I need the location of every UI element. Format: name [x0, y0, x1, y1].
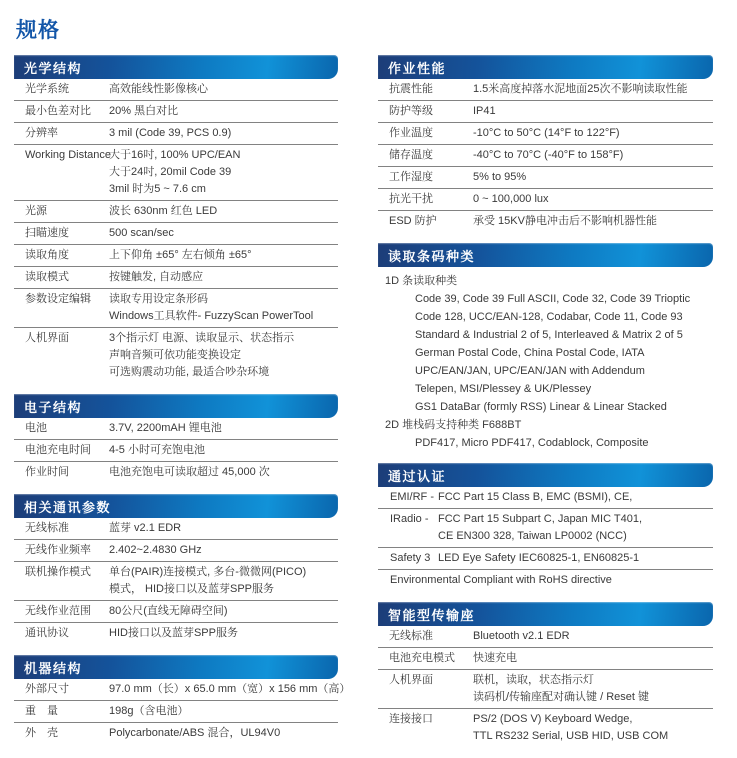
row-value: [109, 147, 240, 198]
row-label: 外部尺寸: [25, 683, 69, 695]
value-line: 4-5 小时可充饱电池: [109, 444, 205, 456]
row-value: [473, 103, 496, 120]
list-item: Telepen, MSI/Plessey & UK/Plessey: [415, 383, 592, 395]
section-body: [14, 79, 338, 383]
row-value: [473, 650, 517, 667]
table-row: [14, 123, 338, 145]
spec-section: [378, 243, 713, 452]
value-line: 3个指示灯 电源、读取显示、状态指示: [109, 332, 295, 344]
value-line: CE EN300 328, Taiwan LP0002 (NCC): [438, 530, 627, 542]
section-header-bar: [378, 602, 713, 626]
row-label: 人机界面: [389, 674, 433, 686]
row-value: [109, 125, 231, 142]
row-label: 储存温度: [389, 149, 433, 161]
table-row: [378, 145, 713, 167]
row-value: [109, 103, 178, 120]
value-line: 可选购震动功能, 最适合吵杂环境: [109, 366, 270, 378]
table-row: [14, 623, 338, 644]
spec-section: [378, 463, 713, 591]
row-label: EMI/RF -: [390, 491, 434, 503]
row-value: [109, 625, 238, 642]
value-line: IP41: [473, 105, 496, 117]
section-title: 读取条码种类: [388, 248, 476, 264]
row-value: [473, 672, 649, 706]
row-value: [378, 572, 612, 589]
value-line: 承受 15KV静电冲击后不影响机器性能: [473, 215, 657, 227]
section-body: [378, 267, 713, 452]
row-value: [109, 520, 181, 537]
value-line: 80公尺(直线无障碍空间): [109, 605, 228, 617]
value-line: 3mil 时为5 ~ 7.6 cm: [109, 183, 206, 195]
value-line: -10°C to 50°C (14°F to 122°F): [473, 127, 620, 139]
row-label: 电池充电模式: [389, 652, 455, 664]
row-value: [473, 628, 570, 645]
row-label: 无线作业频率: [25, 544, 91, 556]
table-row: [378, 626, 713, 648]
row-label: ESD 防护: [389, 215, 437, 227]
spec-columns: [14, 55, 737, 758]
row-value: [109, 542, 202, 559]
value-line: 电池充饱电可读取超过 45,000 次: [109, 466, 270, 478]
row-value: [109, 269, 203, 286]
row-value: [109, 420, 222, 437]
value-line: 快速充电: [473, 652, 517, 664]
value-line: FCC Part 15 Class B, EMC (BSMI), CE,: [438, 491, 633, 503]
section-body: [14, 679, 351, 744]
table-row: [14, 679, 351, 701]
row-value: [109, 225, 174, 242]
value-line: 声响音频可依功能变换设定: [109, 349, 241, 361]
right-column: [378, 55, 713, 758]
spec-section: [14, 655, 351, 744]
row-label: 电池: [25, 422, 47, 434]
value-line: LED Eye Safety IEC60825-1, EN60825-1: [438, 552, 640, 564]
row-label: 防护等级: [389, 105, 433, 117]
row-value: [473, 169, 526, 186]
row-label: 参数设定编辑: [25, 293, 91, 305]
value-line: 蓝芽 v2.1 EDR: [109, 522, 182, 534]
table-row: [378, 123, 713, 145]
section-header-bar: [378, 243, 713, 267]
section-body: [14, 418, 338, 483]
section-title: 作业性能: [388, 60, 447, 76]
section-header-bar: [378, 463, 713, 487]
value-line: 读取专用设定条形码: [109, 293, 208, 305]
row-value: [109, 442, 205, 459]
value-line: 500 scan/sec: [109, 227, 174, 239]
row-value: [473, 125, 620, 142]
value-line: 3 mil (Code 39, PCS 0.9): [109, 127, 232, 139]
row-label: 无线标准: [389, 630, 433, 642]
left-column: [14, 55, 351, 755]
row-value: [473, 147, 623, 164]
row-value: [473, 81, 688, 98]
list-item: PDF417, Micro PDF417, Codablock, Composite: [415, 437, 649, 449]
section-header-bar: [14, 494, 338, 518]
table-row: [14, 440, 338, 462]
value-line: 20% 黑白对比: [109, 105, 179, 117]
table-row: [14, 145, 338, 201]
table-row: [14, 245, 338, 267]
value-line: Windows工具软件- FuzzyScan PowerTool: [109, 310, 314, 322]
row-label: 工作湿度: [389, 171, 433, 183]
value-line: 模式， HID接口以及蓝芽SPP服务: [109, 583, 275, 595]
list-item: 2D 堆栈码支持种类 F688BT: [385, 419, 522, 431]
row-value: [109, 330, 294, 381]
table-row: [14, 562, 338, 601]
row-value: [438, 550, 639, 567]
section-body: [378, 487, 713, 591]
row-label: 重 量: [25, 705, 58, 717]
row-value: [109, 703, 188, 720]
row-value: [109, 291, 313, 325]
value-line: Bluetooth v2.1 EDR: [473, 630, 570, 642]
row-value: [109, 203, 217, 220]
row-label: 无线作业范围: [25, 605, 91, 617]
row-label: 人机界面: [25, 332, 69, 344]
table-row: [378, 548, 713, 570]
table-row: [378, 487, 713, 509]
table-row: [378, 509, 713, 548]
table-row: [14, 701, 338, 723]
row-value: [473, 213, 657, 230]
table-row: [14, 723, 338, 744]
row-label: 作业时间: [25, 466, 69, 478]
section-header-bar: [14, 55, 338, 79]
table-row: [378, 189, 713, 211]
value-line: 97.0 mm（长）x 65.0 mm（宽）x 156 mm（高）: [109, 683, 351, 695]
table-row: [14, 518, 338, 540]
page-title: 规格: [16, 19, 60, 42]
table-row: [378, 648, 713, 670]
spec-section: [378, 602, 713, 747]
value-line: 波长 630nm 红色 LED: [109, 205, 218, 217]
section-body: [14, 518, 338, 644]
table-row: [378, 167, 713, 189]
section-title: 光学结构: [24, 60, 83, 76]
value-line: TTL RS232 Serial, USB HID, USB COM: [473, 730, 669, 742]
value-line: FCC Part 15 Subpart C, Japan MIC T401,: [438, 513, 642, 525]
row-value: [438, 489, 632, 506]
table-row: [378, 670, 713, 709]
value-line: 0 ~ 100,000 lux: [473, 193, 549, 205]
row-label: 通讯协议: [25, 627, 69, 639]
table-row: [14, 540, 338, 562]
table-row: [378, 709, 713, 747]
spec-section: [378, 55, 713, 232]
row-label: 联机操作模式: [25, 566, 91, 578]
section-title: 电子结构: [24, 399, 83, 415]
table-row: [14, 462, 338, 483]
value-line: 5% to 95%: [473, 171, 527, 183]
list-item: German Postal Code, China Postal Code, IATA: [415, 347, 645, 359]
row-label: 外 壳: [25, 727, 58, 739]
value-line: 高效能线性影像核心: [109, 83, 208, 95]
list-item: UPC/EAN/JAN, UPC/EAN/JAN with Addendum: [415, 365, 645, 377]
row-value: [473, 191, 549, 208]
section-title: 机器结构: [24, 660, 83, 676]
value-line: HID接口以及蓝芽SPP服务: [109, 627, 238, 639]
value-line: 单台(PAIR)连接模式, 多台-微微网(PICO): [109, 566, 307, 578]
list-item: GS1 DataBar (formly RSS) Linear & Linear Stacked: [415, 401, 667, 413]
row-value: [109, 247, 252, 264]
table-row: [14, 79, 338, 101]
value-line: 大于24吋, 20mil Code 39: [109, 166, 232, 178]
row-label: 光学系统: [25, 83, 69, 95]
list-item: 1D 条读取种类: [385, 275, 458, 287]
table-row: [378, 79, 713, 101]
value-line: PS/2 (DOS V) Keyboard Wedge,: [473, 713, 633, 725]
value-line: 2.402~2.4830 GHz: [109, 544, 202, 556]
row-value: [438, 511, 642, 545]
table-row: [14, 267, 338, 289]
value-line: 1.5米高度掉落水泥地面25次不影响读取性能: [473, 83, 688, 95]
section-header-bar: [378, 55, 713, 79]
row-label: 抗震性能: [389, 83, 433, 95]
value-line: Polycarbonate/ABS 混合，UL94V0: [109, 727, 281, 739]
row-label: 读取模式: [25, 271, 69, 283]
table-row: [378, 570, 713, 591]
section-body: [378, 79, 713, 232]
value-line: -40°C to 70°C (-40°F to 158°F): [473, 149, 624, 161]
row-value: [109, 725, 280, 742]
section-title: 通过认证: [388, 468, 447, 484]
table-row: [14, 201, 338, 223]
table-row: [14, 223, 338, 245]
row-value: [109, 464, 270, 481]
row-label: 连接接口: [389, 713, 433, 725]
spec-section: [14, 394, 338, 483]
value-line: 大于16吋, 100% UPC/EAN: [109, 149, 241, 161]
spec-section: [14, 55, 338, 383]
list-item: Code 39, Code 39 Full ASCII, Code 32, Code 39 Trioptic: [415, 293, 691, 305]
section-header-bar: [14, 655, 338, 679]
row-value: [473, 711, 668, 745]
row-label: 读取角度: [25, 249, 69, 261]
table-row: [378, 211, 713, 232]
row-label: 抗光干扰: [389, 193, 433, 205]
table-row: [14, 328, 338, 383]
row-label: 分辨率: [25, 127, 58, 139]
table-row: [14, 101, 338, 123]
section-body: [378, 626, 713, 747]
section-title: 相关通讯参数: [24, 499, 112, 515]
row-label: 无线标准: [25, 522, 69, 534]
spec-section: [14, 494, 338, 644]
row-label: Working Distance: [25, 149, 111, 161]
value-line: 3.7V, 2200mAH 锂电池: [109, 422, 222, 434]
table-row: [14, 289, 338, 328]
row-value: [109, 81, 208, 98]
value-line: 198g（含电池）: [109, 705, 189, 717]
table-row: [378, 101, 713, 123]
table-row: [14, 601, 338, 623]
value-line: 按键触发, 自动感应: [109, 271, 204, 283]
row-label: 最小色差对比: [25, 105, 91, 117]
row-label: IRadio -: [390, 513, 429, 525]
row-label: 扫瞄速度: [25, 227, 69, 239]
row-value: [109, 603, 228, 620]
row-label: Safety 3: [390, 552, 431, 564]
row-label: 电池充电时间: [25, 444, 91, 456]
list-item: Code 128, UCC/EAN-128, Codabar, Code 11, Code 93: [415, 311, 683, 323]
value-line: Environmental Compliant with RoHS directive: [390, 574, 612, 586]
row-label: 作业温度: [389, 127, 433, 139]
section-title: 智能型传输座: [388, 607, 476, 623]
table-row: [14, 418, 338, 440]
list-item: Standard & Industrial 2 of 5, Interleaved & Matrix 2 of 5: [415, 329, 683, 341]
section-header-bar: [14, 394, 338, 418]
row-value: [109, 681, 350, 698]
value-line: 联机，读取，状态指示灯: [473, 674, 594, 686]
row-value: [109, 564, 306, 598]
value-line: 读码机/传输座配对确认键 / Reset 键: [473, 691, 650, 703]
value-line: 上下仰角 ±65° 左右倾角 ±65°: [109, 249, 252, 261]
row-label: 光源: [25, 205, 47, 217]
